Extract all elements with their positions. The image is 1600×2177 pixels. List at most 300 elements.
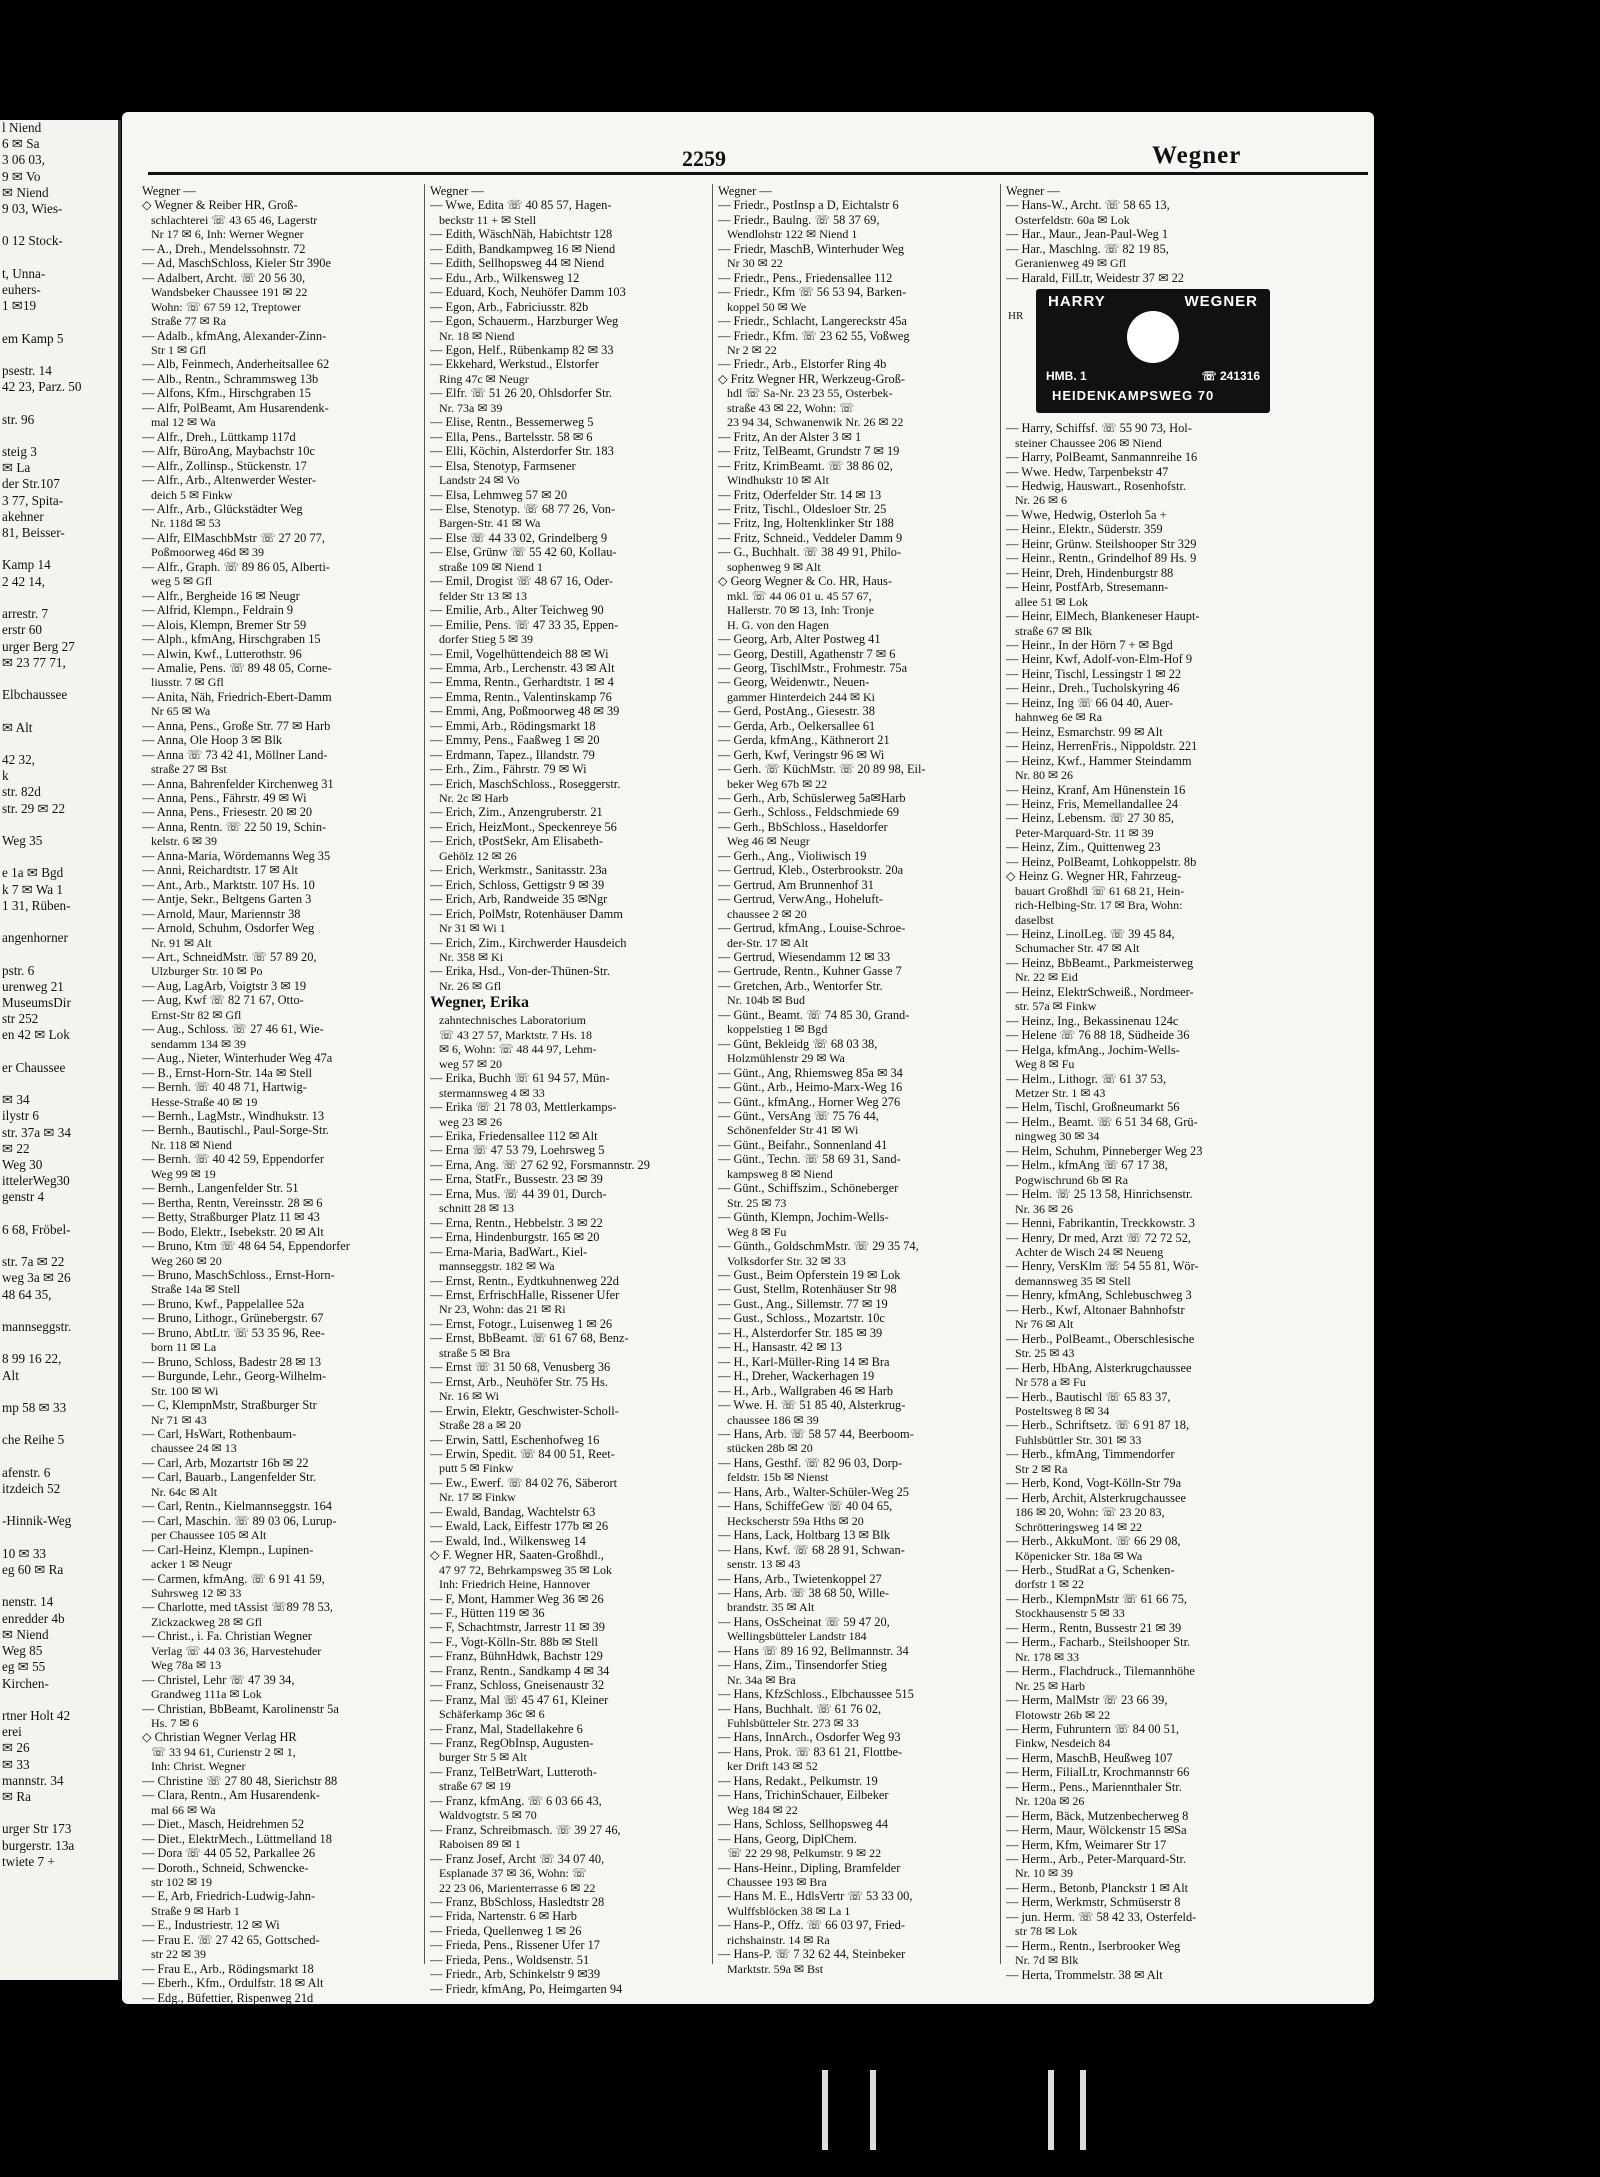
directory-entry: kelstr. 6 ✉ 39	[142, 834, 218, 849]
directory-entry: — Heinr, Dreh, Hindenburgstr 88	[1006, 565, 1174, 580]
facing-page-text: 6 68, Fröbel-	[2, 1221, 71, 1237]
page-number: 2259	[682, 146, 726, 171]
directory-entry: Landstr 24 ✉ Vo	[430, 473, 520, 488]
directory-entry: — Ad, MaschSchloss, Kieler Str 390e	[142, 256, 331, 271]
column-2	[430, 184, 716, 1996]
directory-entry: — Egon, Schauerm., Harzburger Weg	[430, 314, 619, 329]
facing-page-text: en 42 ✉ Lok	[2, 1027, 70, 1043]
facing-page-text	[0, 590, 118, 606]
directory-entry: demannsweg 35 ✉ Stell	[1006, 1273, 1131, 1288]
directory-entry: deich 5 ✉ Finkw	[142, 487, 233, 502]
directory-entry: stermannsweg 4 ✉ 33	[430, 1085, 545, 1100]
directory-entry: — Franz, BühnHdwk, Bachstr 129	[430, 1649, 603, 1664]
directory-entry: chaussee 24 ✉ 13	[142, 1441, 237, 1456]
directory-entry: Pogwischrund 6b ✉ Ra	[1006, 1172, 1129, 1187]
directory-entry: — Elise, Rentn., Bessemerweg 5	[430, 415, 594, 430]
directory-entry: — Emma, Rentn., Gerhardtstr. 1 ✉ 4	[430, 675, 614, 690]
directory-entry: — Georg, Weidenwtr., Neuen-	[718, 675, 870, 690]
directory-entry: Nr. 2c ✉ Harb	[430, 791, 509, 806]
directory-entry: Volksdorfer Str. 32 ✉ 33	[718, 1253, 846, 1268]
directory-entry: — Georg, Arb, Alter Postweg 41	[718, 632, 881, 647]
directory-entry: — G., Buchhalt. ☏ 38 49 91, Philo-	[718, 545, 902, 560]
directory-entry: gammer Hinterdeich 244 ✉ Ki	[718, 689, 876, 704]
directory-entry: — Helm. ☏ 25 13 58, Hinrichsenstr.	[1006, 1187, 1193, 1202]
directory-entry: — Friedr., Pens., Friedensallee 112	[718, 270, 893, 285]
directory-entry: — Ernst, Rentn., Eydtkuhnenweg 22d	[430, 1273, 619, 1288]
directory-entry: koppelstieg 1 ✉ Bgd	[718, 1022, 828, 1037]
facing-page-text: 9 03, Wies-	[2, 201, 63, 217]
facing-page-text	[0, 1497, 118, 1513]
directory-entry: — Ernst ☏ 31 50 68, Venusberg 36	[430, 1360, 611, 1375]
directory-entry: Nr. 22 ✉ Eid	[1006, 970, 1078, 985]
directory-entry: — Charlotte, med tAssist ☏89 78 53,	[142, 1600, 334, 1615]
directory-entry: born 11 ✉ La	[142, 1340, 217, 1355]
directory-entry: — Frieda, Quellenweg 1 ✉ 26	[430, 1923, 582, 1938]
facing-page-text: urger Berg 27	[2, 638, 75, 654]
facing-page-text: genstr 4	[2, 1189, 45, 1205]
directory-entry: — Christian, BbBeamt, Karolinenstr 5a	[142, 1701, 339, 1716]
directory-entry: — Heinr, ElMech, Blankeneser Haupt-	[1006, 609, 1200, 624]
directory-entry: Fuhlsbüttler Str. 301 ✉ 33	[1006, 1432, 1142, 1447]
directory-entry: — Helm., Lithogr. ☏ 61 37 53,	[1006, 1071, 1167, 1086]
facing-page-text: -Hinnik-Weg	[2, 1513, 72, 1529]
directory-entry: — Aug., Nieter, Winterhuder Weg 47a	[142, 1051, 333, 1066]
directory-entry: — Christel, Lehr ☏ 47 39 34,	[142, 1672, 295, 1687]
directory-entry: — Herb., StudRat a G, Schenken-	[1006, 1562, 1175, 1577]
directory-entry: — Fritz, KrimBeamt. ☏ 38 86 02,	[718, 458, 893, 473]
directory-entry: Nr. 25 ✉ Harb	[1006, 1678, 1086, 1693]
directory-entry: Suhrsweg 12 ✉ 33	[142, 1585, 242, 1600]
directory-entry: — Alfr., Graph. ☏ 89 86 05, Alberti-	[142, 559, 330, 574]
directory-entry: — Hans, Redakt., Pelkumstr. 19	[718, 1773, 878, 1788]
directory-entry: — Herm., Facharb., Steilshooper Str.	[1006, 1635, 1191, 1650]
ad-tel-number: ☏ 241316	[1201, 369, 1260, 384]
directory-entry: — Hans, Arb. ☏ 38 68 50, Wille-	[718, 1585, 890, 1600]
directory-entry: — Erwin, Spedit. ☏ 84 00 51, Reet-	[430, 1446, 615, 1461]
directory-entry: Fuhlsbütteler Str. 273 ✉ 33	[718, 1716, 859, 1731]
directory-entry: Str. 25 ✉ 43	[1006, 1346, 1075, 1361]
directory-entry: — Erich, HeizMont., Speckenreye 56	[430, 819, 617, 834]
directory-entry: Wegner —	[430, 184, 484, 198]
directory-entry: Straße 14a ✉ Stell	[142, 1282, 241, 1297]
directory-entry: per Chaussee 105 ✉ Alt	[142, 1528, 267, 1543]
facing-page-text: str. 29 ✉ 22	[2, 800, 66, 816]
directory-entry: Ulzburger Str. 10 ✉ Po	[142, 964, 263, 979]
facing-page-text: arrestr. 7	[2, 606, 49, 622]
directory-entry: — Gerda, Arb., Oelkersallee 61	[718, 718, 876, 733]
directory-entry: — Günt., Arb., Heimo-Marx-Weg 16	[718, 1080, 903, 1095]
directory-entry: — Erh., Zim., Fährstr. 79 ✉ Wi	[430, 762, 587, 777]
directory-entry: — Wwe. H. ☏ 51 85 40, Alsterkrug-	[718, 1398, 906, 1413]
directory-entry: Nr. 7d ✉ Blk	[1006, 1953, 1079, 1968]
directory-entry: — Fritz, Schneid., Veddeler Damm 9	[718, 530, 903, 545]
directory-entry: — Gertrud, Am Brunnenhof 31	[718, 877, 874, 892]
directory-entry: — Helm, Schuhm, Pinneberger Weg 23	[1006, 1143, 1203, 1158]
directory-entry: — Bertha, Rentn, Vereinsstr. 28 ✉ 6	[142, 1195, 323, 1210]
directory-entry: — Fritz, Tischl., Oldesloer Str. 25	[718, 501, 887, 516]
facing-page-text: euhers-	[2, 282, 41, 298]
directory-entry: Wegner —	[142, 184, 196, 198]
facing-page-text: pstr. 6	[2, 962, 35, 978]
facing-page-text	[0, 1044, 118, 1060]
directory-entry: ◇ Fritz Wegner HR, Werkzeug-Groß-	[718, 371, 906, 386]
directory-entry: — Hans, Kwf. ☏ 68 28 91, Schwan-	[718, 1542, 905, 1557]
directory-entry: Nr. 118 ✉ Niend	[142, 1137, 232, 1152]
facing-page-text	[0, 946, 118, 962]
facing-page-text: psestr. 14	[2, 363, 52, 379]
directory-entry: ✉ 6, Wohn: ☏ 48 44 97, Lehm-	[430, 1042, 597, 1057]
directory-entry: Weg 8 ✉ Fu	[1006, 1057, 1075, 1072]
directory-entry: straße 109 ✉ Niend 1	[430, 559, 544, 574]
directory-entry: Inh: Friedrich Heine, Hannover	[430, 1577, 591, 1592]
directory-entry: — Hans, SchiffeGew ☏ 40 04 65,	[718, 1499, 893, 1514]
directory-entry: — Helene ☏ 76 88 18, Südheide 36	[1006, 1028, 1190, 1043]
directory-entry: — Diet., Masch, Heidrehmen 52	[142, 1817, 305, 1832]
facing-page-text: MuseumsDir	[2, 994, 71, 1010]
facing-page-text	[0, 395, 118, 411]
facing-page-text: weg 3a ✉ 26	[2, 1270, 71, 1286]
directory-entry: weg 57 ✉ 20	[430, 1056, 503, 1071]
directory-entry: chaussee 186 ✉ 39	[718, 1412, 819, 1427]
directory-entry: — Herm, MaschB, Heußweg 107	[1006, 1750, 1173, 1765]
facing-page-text: twiete 7 +	[2, 1853, 55, 1869]
directory-entry: brandstr. 35 ✉ Alt	[718, 1600, 815, 1615]
directory-entry: — Hans M. E., HdlsVertr ☏ 53 33 00,	[718, 1889, 913, 1904]
directory-entry: — Herb., AkkuMont. ☏ 66 29 08,	[1006, 1534, 1181, 1549]
directory-entry: — Erika ☏ 21 78 03, Mettlerkamps-	[430, 1100, 617, 1115]
facing-page-text: eg ✉ 55	[2, 1659, 46, 1675]
directory-entry: richshainstr. 14 ✉ Ra	[718, 1932, 830, 1947]
film-edge-mark	[870, 2070, 876, 2150]
directory-entry: 23 94 34, Schwanenwik Nr. 26 ✉ 22	[718, 415, 904, 430]
facing-page-text: burgerstr. 13a	[2, 1837, 75, 1853]
facing-page-text: ✉ Alt	[2, 719, 33, 735]
directory-entry: — Günt, Bekleidg ☏ 68 03 38,	[718, 1036, 878, 1051]
directory-entry: — Amalie, Pens. ☏ 89 48 05, Corne-	[142, 660, 332, 675]
column-divider	[1000, 184, 1001, 1964]
directory-entry: — Erich, Zim., Anzengruberstr. 21	[430, 805, 603, 820]
directory-entry: — Heinz, Ing ☏ 66 04 40, Auer-	[1006, 695, 1174, 710]
directory-entry: — Hans, Georg, DiplChem.	[718, 1831, 857, 1846]
facing-page-text	[0, 1238, 118, 1254]
directory-entry: — Helm., kfmAng ☏ 67 17 38,	[1006, 1158, 1168, 1173]
directory-entry: — Christ., i. Fa. Christian Wegner	[142, 1629, 312, 1644]
facing-page-text	[0, 1416, 118, 1432]
directory-entry: Flotowstr 26b ✉ 22	[1006, 1707, 1111, 1722]
directory-entry: — H., Karl-Müller-Ring 14 ✉ Bra	[718, 1354, 890, 1369]
directory-entry: allee 51 ✉ Lok	[1006, 594, 1089, 609]
facing-page-text: 3 77, Spita-	[2, 492, 64, 508]
directory-entry: — Friedr, MaschB, Winterhuder Weg	[718, 241, 905, 256]
facing-page-text	[0, 1384, 118, 1400]
directory-entry: koppel 50 ✉ We	[718, 299, 807, 314]
directory-entry: — Heinz, Fris, Memellandallee 24	[1006, 796, 1179, 811]
facing-page-text	[0, 1206, 118, 1222]
directory-entry: — H., Hansastr. 42 ✉ 13	[718, 1340, 842, 1355]
facing-page-text: str. 96	[2, 411, 35, 427]
facing-page-text	[0, 217, 118, 233]
directory-entry: liusstr. 7 ✉ Gfl	[142, 675, 224, 690]
directory-entry: acker 1 ✉ Neugr	[142, 1557, 233, 1572]
directory-entry: — Gretchen, Arb., Wentorfer Str.	[718, 978, 883, 993]
directory-entry: Nr. 18 ✉ Niend	[430, 328, 515, 343]
directory-entry: — Gerh. ☏ KüchMstr. ☏ 20 89 98, Eil-	[718, 762, 926, 777]
facing-page-text: Weg 35	[2, 832, 43, 848]
directory-entry: — Gertrude, Rentn., Kuhner Gasse 7	[718, 964, 902, 979]
directory-entry: mal 12 ✉ Wa	[142, 415, 216, 430]
directory-entry: — Gust., Ang., Sillemstr. 77 ✉ 19	[718, 1296, 888, 1311]
facing-page-text: urenweg 21	[2, 978, 64, 994]
facing-page-text	[0, 1692, 118, 1708]
directory-entry: — Heinz, Lebensm. ☏ 27 30 85,	[1006, 811, 1174, 826]
directory-entry: Nr. 26 ✉ 6	[1006, 493, 1068, 508]
directory-entry: Weg 260 ✉ 20	[142, 1253, 222, 1268]
directory-entry: Nr 65 ✉ Wa	[142, 704, 211, 719]
directory-entry: — Arnold, Schuhm, Osdorfer Weg	[142, 921, 315, 936]
directory-entry: Nr 71 ✉ 43	[142, 1412, 207, 1427]
directory-entry: — Günth., GoldschmMstr. ☏ 29 35 74,	[718, 1239, 919, 1254]
directory-entry: — Hans ☏ 89 16 92, Bellmannstr. 34	[718, 1643, 909, 1658]
directory-entry: Wendlohstr 122 ✉ Niend 1	[718, 227, 858, 242]
directory-entry: — Emil, Vogelhüttendeich 88 ✉ Wi	[430, 646, 609, 661]
directory-entry: — Anna, Ole Hoop 3 ✉ Blk	[142, 733, 283, 748]
facing-page-text: ✉ Niend	[2, 184, 49, 200]
directory-entry: — Herm, Werkmstr, Schmüserstr 8	[1006, 1895, 1181, 1910]
facing-page-text	[0, 703, 118, 719]
entry-heading: Wegner, Erika	[430, 994, 529, 1012]
directory-entry: — Ewald, Bandag, Wachtelstr 63	[430, 1504, 596, 1519]
directory-entry: — Heinz, Ing., Bekassinenau 124c	[1006, 1013, 1179, 1028]
directory-entry: Esplanade 37 ✉ 36, Wohn: ☏	[430, 1866, 587, 1881]
column-3	[718, 184, 1004, 1976]
directory-entry: — Heinz, Esmarchstr. 99 ✉ Alt	[1006, 724, 1163, 739]
facing-page-text: t, Unna-	[2, 265, 46, 281]
directory-entry: — Alfr., Dreh., Lüttkamp 117d	[142, 429, 296, 444]
facing-page-text	[0, 849, 118, 865]
directory-entry: — Franz, TelBetrWart, Lutteroth-	[430, 1764, 597, 1779]
directory-entry: — Friedr., Kfm ☏ 56 53 94, Barken-	[718, 285, 907, 300]
directory-entry: — Gerda, kfmAng., Käthnerort 21	[718, 733, 890, 748]
directory-entry: — Günt., Beamt. ☏ 74 85 30, Grand-	[718, 1007, 910, 1022]
directory-entry: — Alb, Feinmech, Anderheitsallee 62	[142, 357, 330, 372]
directory-entry: Holzmühlenstr 29 ✉ Wa	[718, 1051, 845, 1066]
directory-entry: — Herm., Betonb, Planckstr 1 ✉ Alt	[1006, 1880, 1189, 1895]
directory-entry: — A., Dreh., Mendelssohnstr. 72	[142, 241, 306, 256]
directory-entry: — Hans-P., Offz. ☏ 66 03 97, Fried-	[718, 1918, 905, 1933]
directory-entry: — Franz, Mal ☏ 45 47 61, Kleiner	[430, 1692, 609, 1707]
facing-page-text	[0, 1335, 118, 1351]
directory-entry: — Herb, Kond, Vogt-Kölln-Str 79a	[1006, 1476, 1182, 1491]
directory-entry: — Herm., Rentn., Iserbrooker Weg	[1006, 1938, 1181, 1953]
facing-page-text: 8 99 16 22,	[2, 1351, 62, 1367]
directory-entry: daselbst	[1006, 912, 1054, 927]
directory-entry: Nr. 64c ✉ Alt	[142, 1484, 218, 1499]
facing-page-text: ✉ 26	[2, 1740, 30, 1756]
facing-page-text	[0, 736, 118, 752]
directory-entry: — Fritz, An der Alster 3 ✉ 1	[718, 429, 862, 444]
directory-entry: — Wwe, Hedwig, Osterloh 5a +	[1006, 507, 1167, 522]
facing-page-text: l Niend	[2, 120, 42, 135]
directory-entry: Geranienweg 49 ✉ Gfl	[1006, 256, 1127, 271]
directory-entry: — Anna, Pens., Fährstr. 49 ✉ Wi	[142, 791, 307, 806]
directory-entry: — Bruno, AbtLtr. ☏ 53 35 96, Ree-	[142, 1325, 325, 1340]
directory-entry: — Herm, Bäck, Mutzenbecherweg 8	[1006, 1808, 1189, 1823]
directory-entry: — Carl, Rentn., Kielmannseggstr. 164	[142, 1499, 332, 1514]
directory-entry: mal 66 ✉ Wa	[142, 1802, 216, 1817]
directory-entry: Weg 184 ✉ 22	[718, 1802, 798, 1817]
company-logo-icon	[1127, 311, 1179, 363]
film-edge-mark	[822, 2070, 828, 2150]
directory-entry: 22 23 06, Marienterrasse 6 ✉ 22	[430, 1880, 596, 1895]
directory-entry: Wulffsblöcken 38 ✉ La 1	[718, 1903, 851, 1918]
facing-page-text	[0, 671, 118, 687]
directory-entry: Gehölz 12 ✉ 26	[430, 848, 517, 863]
directory-entry: — Edu., Arb., Wilkensweg 12	[430, 270, 580, 285]
directory-entry: — Anna-Maria, Wördemanns Weg 35	[142, 848, 331, 863]
directory-entry: — Gust., Schloss., Mozartstr. 10c	[718, 1311, 885, 1326]
facing-page-text: akehner	[2, 508, 44, 524]
directory-entry: stücken 28b ✉ 20	[718, 1441, 813, 1456]
directory-entry: — Henni, Fabrikantin, Treckkowstr. 3	[1006, 1216, 1195, 1231]
directory-entry: — Alfr., Arb., Altenwerder Wester-	[142, 473, 317, 488]
directory-entry: Hesse-Straße 40 ✉ 19	[142, 1094, 258, 1109]
directory-entry: felder Str 13 ✉ 13	[430, 588, 528, 603]
directory-entry: — Heinr., Rentn., Grindelhof 89 Hs. 9	[1006, 551, 1197, 566]
facing-page-text: str. 7a ✉ 22	[2, 1254, 65, 1270]
directory-entry: — Franz, Schloss, Gneisenaustr 32	[430, 1678, 605, 1693]
directory-entry: — Erich, Schloss, Gettigstr 9 ✉ 39	[430, 877, 605, 892]
facing-page-text	[0, 314, 118, 330]
directory-entry: — F., Hütten 119 ✉ 36	[430, 1605, 545, 1620]
facing-page-text: ✉ 23 77 71,	[2, 654, 66, 670]
directory-entry: — Diet., ElektrMech., Lüttmelland 18	[142, 1831, 332, 1846]
directory-entry: — Gerh, Kwf, Veringstr 96 ✉ Wi	[718, 747, 885, 762]
directory-entry: — Else ☏ 44 33 02, Grindelberg 9	[430, 530, 608, 545]
directory-entry: — Edith, Bandkampweg 16 ✉ Niend	[430, 241, 616, 256]
directory-entry: Nr 578 a ✉ Fu	[1006, 1375, 1086, 1390]
directory-entry: — Franz, BbSchloss, Hasledtstr 28	[430, 1895, 605, 1910]
directory-entry: — Franz, RegObInsp, Augusten-	[430, 1736, 594, 1751]
directory-entry: — Herm, Fuhruntern ☏ 84 00 51,	[1006, 1721, 1180, 1736]
directory-entry: — Har., Maschlng. ☏ 82 19 85,	[1006, 241, 1169, 256]
directory-entry: — Franz Josef, Archt ☏ 34 07 40,	[430, 1851, 605, 1866]
facing-page-text: 1 31, Rüben-	[2, 897, 71, 913]
directory-entry: — Anni, Reichardtstr. 17 ✉ Alt	[142, 863, 298, 878]
directory-entry: ☏ 22 29 98, Pelkumstr. 9 ✉ 22	[718, 1846, 882, 1861]
directory-entry: Wellingsbütteler Landstr 184	[718, 1629, 867, 1644]
directory-entry: — Friedr., Arb., Elstorfer Ring 4b	[718, 357, 887, 372]
directory-entry: — Alfons, Kfm., Hirschgraben 15	[142, 386, 311, 401]
directory-entry: — Emmi, Arb., Rödingsmarkt 18	[430, 718, 596, 733]
column-divider	[712, 184, 713, 1964]
directory-entry: Str 1 ✉ Gfl	[142, 342, 207, 357]
directory-entry: Poßmoorweg 46d ✉ 39	[142, 545, 265, 560]
directory-entry: Nr. 120a ✉ 26	[1006, 1794, 1085, 1809]
facing-page-text	[0, 1449, 118, 1465]
directory-entry: — Georg, Destill, Agathenstr 7 ✉ 6	[718, 646, 896, 661]
directory-entry: — Anna ☏ 73 42 41, Möllner Land-	[142, 747, 328, 762]
directory-entry: Schrötteringsweg 14 ✉ 22	[1006, 1519, 1143, 1534]
directory-entry: — Heinz, LinolLeg. ☏ 39 45 84,	[1006, 927, 1175, 942]
directory-entry: — Carl-Heinz, Klempn., Lupinen-	[142, 1542, 314, 1557]
directory-entry: mannseggstr. 182 ✉ Wa	[430, 1259, 555, 1274]
directory-entry: ☏ 43 27 57, Marktstr. 7 Hs. 18	[430, 1027, 593, 1042]
directory-entry: straße 67 ✉ Blk	[1006, 623, 1093, 638]
facing-page-text	[0, 1303, 118, 1319]
directory-entry: — Alfrid, Klempn., Feldrain 9	[142, 603, 294, 618]
header-rule	[148, 172, 1368, 175]
directory-entry: putt 5 ✉ Finkw	[430, 1461, 514, 1476]
directory-entry: — Harald, FilLtr, Weidestr 37 ✉ 22	[1006, 270, 1184, 285]
facing-page-text: 0 12 Stock-	[2, 233, 63, 249]
directory-entry: — Christine ☏ 27 80 48, Sierichstr 88	[142, 1773, 338, 1788]
directory-entry: — Franz, Schreibmasch. ☏ 39 27 46,	[430, 1822, 621, 1837]
directory-entry: — Bernh., Langenfelder Str. 51	[142, 1181, 299, 1196]
directory-entry: — Carl, Arb, Mozartstr 16b ✉ 22	[142, 1455, 309, 1470]
ad-tel-label: HMB. 1	[1046, 369, 1087, 384]
directory-entry: Nr. 16 ✉ Wi	[430, 1389, 500, 1404]
directory-entry: ◇ F. Wegner HR, Saaten-Großhdl.,	[430, 1548, 604, 1563]
facing-page-text: angenhorner	[2, 930, 68, 946]
directory-entry: feldstr. 15b ✉ Nienst	[718, 1470, 829, 1485]
facing-page-text	[0, 1578, 118, 1594]
directory-entry: — Edith, Sellhopsweg 44 ✉ Niend	[430, 256, 605, 271]
directory-entry: — Ekkehard, Werkstud., Elstorfer	[430, 357, 599, 372]
directory-entry: Nr. 26 ✉ Gfl	[430, 978, 502, 993]
directory-entry: — Gust., Beim Opferstein 19 ✉ Lok	[718, 1267, 901, 1282]
directory-entry: Ring 47c ✉ Neugr	[430, 371, 529, 386]
directory-entry: — Bruno, Kwf., Pappelallee 52a	[142, 1296, 305, 1311]
directory-entry: — Carl, Maschin. ☏ 89 03 06, Lurup-	[142, 1513, 337, 1528]
directory-entry: Nr. 80 ✉ 26	[1006, 768, 1074, 783]
facing-page-text: Weg 85	[2, 1643, 43, 1659]
directory-entry: der-Str. 17 ✉ Alt	[718, 935, 809, 950]
directory-entry: — Frieda, Pens., Rissener Ufer 17	[430, 1938, 600, 1953]
facing-page-text: k 7 ✉ Wa 1	[2, 881, 64, 897]
directory-entry: — Hans, Arb., Twietenkoppel 27	[718, 1571, 882, 1586]
facing-page-text	[0, 347, 118, 363]
facing-page-text	[0, 817, 118, 833]
directory-entry: — Ant., Arb., Marktstr. 107 Hs. 10	[142, 877, 315, 892]
directory-entry: Grandweg 111a ✉ Lok	[142, 1687, 262, 1702]
facing-page-text: urger Str 173	[2, 1821, 72, 1837]
directory-entry: bauart Großhdl ☏ 61 68 21, Hein-	[1006, 883, 1185, 898]
directory-entry: — Erna-Maria, BadWart., Kiel-	[430, 1244, 588, 1259]
facing-page-text	[0, 541, 118, 557]
directory-entry: — Adalb., kfmAng, Alexander-Zinn-	[142, 328, 327, 343]
directory-entry: Verlag ☏ 44 03 36, Harvestehuder	[142, 1643, 322, 1658]
directory-entry: — Clara, Rentn., Am Husarendenk-	[142, 1788, 320, 1803]
facing-page-text: nenstr. 14	[2, 1594, 54, 1610]
directory-entry: — Betty, Straßburger Platz 11 ✉ 43	[142, 1210, 320, 1225]
facing-page-text: steig 3	[2, 444, 37, 460]
directory-entry: — Erna, Ang. ☏ 27 62 92, Forsmannstr. 29	[430, 1157, 650, 1172]
directory-entry: — Carl, HsWart, Rothenbaum-	[142, 1426, 297, 1441]
directory-entry: ◇ Wegner & Reiber HR, Groß-	[142, 198, 298, 213]
facing-page-text: 9 ✉ Vo	[2, 168, 41, 184]
directory-entry: — Ernst, BbBeamt. ☏ 61 67 68, Benz-	[430, 1331, 629, 1346]
directory-entry: Wandsbeker Chaussee 191 ✉ 22	[142, 285, 308, 300]
facing-page-text: 6 ✉ Sa	[2, 136, 40, 152]
directory-entry: — Egon, Arb., Fabriciusstr. 82b	[430, 299, 589, 314]
directory-entry: — Else, Stenotyp. ☏ 68 77 26, Von-	[430, 501, 616, 516]
directory-entry: — Hans-Heinr., Dipling, Bramfelder	[718, 1860, 901, 1875]
directory-entry: Achter de Wisch 24 ✉ Neueng	[1006, 1245, 1164, 1259]
directory-entry: — Emma, Rentn., Valentinskamp 76	[430, 689, 612, 704]
directory-entry: — Erna, Mus. ☏ 44 39 01, Durch-	[430, 1186, 607, 1201]
directory-entry: Straße 9 ✉ Harb 1	[142, 1903, 240, 1918]
directory-entry: — Hans, KfzSchloss., Elbchaussee 515	[718, 1687, 914, 1702]
